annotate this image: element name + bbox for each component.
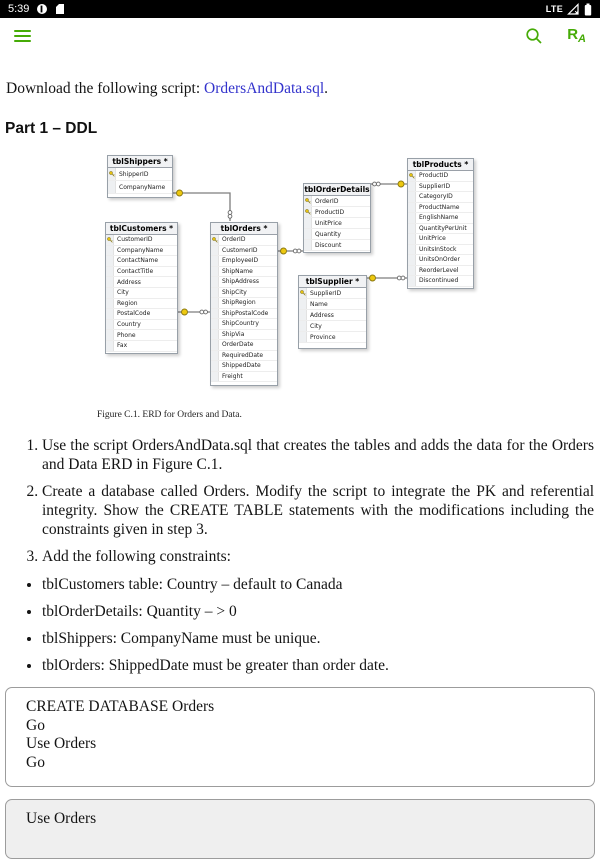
erd-field-name: ShipName xyxy=(222,267,253,275)
intro-paragraph xyxy=(6,80,592,98)
erd-field-name: OrderDate xyxy=(222,341,254,349)
many-end-infinity-icon xyxy=(293,249,301,253)
erd-field-name: PostalCode xyxy=(117,310,151,318)
erd-field-name: ShippedDate xyxy=(222,362,261,370)
erd-table-tblOrders xyxy=(210,222,278,386)
search-icon[interactable] xyxy=(525,27,543,45)
app-toolbar xyxy=(0,18,600,54)
row-selector xyxy=(299,332,307,342)
erd-field-name: ShipAddress xyxy=(222,278,259,286)
row-selector xyxy=(106,330,114,340)
erd-field-name: EnglishName xyxy=(419,214,459,222)
erd-field-name: ProductID xyxy=(315,208,345,216)
code-block-create-database xyxy=(5,687,595,787)
row-selector xyxy=(106,277,114,287)
row-selector xyxy=(211,288,219,298)
erd-field-name: QuantityPerUnit xyxy=(419,224,467,232)
erd-field-row xyxy=(106,235,177,246)
section-heading: Part 1 – DDL xyxy=(5,120,98,137)
row-selector xyxy=(408,203,416,213)
erd-field-row xyxy=(299,310,366,321)
row-selector xyxy=(106,309,114,319)
steps-list xyxy=(0,436,594,566)
constraints-list xyxy=(0,576,594,675)
row-selector xyxy=(408,266,416,276)
erd-table-tblProducts xyxy=(407,158,474,289)
one-end-key-icon xyxy=(182,309,188,315)
erd-field-row xyxy=(106,288,177,299)
many-end-infinity-icon xyxy=(200,310,208,314)
erd-field-name: ShipPostalCode xyxy=(222,309,269,317)
erd-field-row xyxy=(304,207,370,218)
font-settings-icon[interactable]: $R_A$ xyxy=(567,26,586,45)
erd-field-name: CompanyName xyxy=(117,246,164,254)
row-selector xyxy=(211,298,219,308)
primary-key-icon xyxy=(304,207,312,217)
erd-field-row xyxy=(211,330,277,341)
erd-field-name: UnitsOnOrder xyxy=(419,256,460,264)
row-selector xyxy=(211,372,219,382)
row-selector xyxy=(408,276,416,286)
erd-field-row xyxy=(408,234,473,245)
erd-field-name: UnitsInStock xyxy=(419,245,457,253)
erd-field-name: SupplierID xyxy=(419,182,451,190)
notification-circle-icon xyxy=(36,3,48,15)
constraint-item: • tblOrderDetails: Quantity – > 0 xyxy=(42,603,594,621)
row-selector xyxy=(106,341,114,351)
erd-table-title: tblProducts * xyxy=(408,159,473,171)
erd-field-name: Discount xyxy=(315,241,342,249)
erd-table-title: tblSupplier * xyxy=(299,276,366,288)
erd-field-name: Name xyxy=(310,300,328,308)
erd-field-row xyxy=(304,196,370,207)
erd-field-name: Address xyxy=(310,311,334,319)
erd-field-name: EmployeeID xyxy=(222,257,259,265)
row-selector xyxy=(408,192,416,202)
connector-customers-orders xyxy=(178,309,210,315)
erd-field-row xyxy=(304,229,370,240)
row-selector xyxy=(211,256,219,266)
row-selector xyxy=(408,182,416,192)
row-selector xyxy=(211,246,219,256)
erd-field-row xyxy=(304,240,370,251)
step-item: 1. Use the script OrdersAndData.sql that creates the tables and adds the data for the Orders and Data ERD in Figure C.1. xyxy=(42,436,594,474)
intro-text: Download the following script: xyxy=(6,80,205,97)
row-selector xyxy=(299,299,307,309)
row-selector xyxy=(106,288,114,298)
one-end-key-icon xyxy=(370,275,376,281)
code-line: Go xyxy=(26,753,45,771)
row-selector xyxy=(108,181,116,193)
many-end-infinity-icon xyxy=(397,276,405,280)
erd-field-row xyxy=(211,246,277,257)
erd-table-title: tblOrders * xyxy=(211,223,277,235)
erd-field-row xyxy=(106,330,177,341)
erd-field-name: ShipRegion xyxy=(222,299,256,307)
erd-field-row xyxy=(299,321,366,332)
row-selector xyxy=(211,319,219,329)
row-selector xyxy=(408,224,416,234)
row-selector xyxy=(304,229,312,239)
code-block-use-orders xyxy=(5,799,595,859)
erd-field-row xyxy=(211,288,277,299)
erd-field-row xyxy=(211,267,277,278)
many-end-infinity-icon xyxy=(373,182,381,186)
erd-field-row xyxy=(299,332,366,343)
battery-icon xyxy=(584,3,592,16)
row-selector xyxy=(106,246,114,256)
constraint-item: • tblOrders: ShippedDate must be greater than order date. xyxy=(42,657,594,675)
erd-field-row xyxy=(408,224,473,235)
code-line: CREATE DATABASE Orders xyxy=(26,698,215,715)
row-selector xyxy=(211,340,219,350)
row-selector xyxy=(211,351,219,361)
erd-field-name: Discontinued xyxy=(419,277,459,285)
erd-field-row xyxy=(106,341,177,352)
row-selector xyxy=(304,240,312,250)
primary-key-icon xyxy=(299,288,307,298)
row-selector xyxy=(211,277,219,287)
one-end-key-icon xyxy=(281,248,287,254)
clock-time: 5:39 xyxy=(8,3,30,15)
erd-field-name: UnitPrice xyxy=(419,235,446,243)
primary-key-icon xyxy=(108,168,116,180)
erd-field-row xyxy=(408,192,473,203)
erd-field-name: City xyxy=(310,322,322,330)
step-item: 3. Add the following constraints: xyxy=(42,547,594,566)
primary-key-icon xyxy=(304,196,312,206)
erd-field-row xyxy=(408,171,473,182)
erd-field-row xyxy=(211,309,277,320)
erd-field-name: Freight xyxy=(222,372,243,380)
erd-field-row xyxy=(304,218,370,229)
erd-field-row xyxy=(106,299,177,310)
erd-field-name: CustomerID xyxy=(117,236,153,244)
row-selector xyxy=(299,310,307,320)
erd-field-row xyxy=(211,298,277,309)
erd-field-name: ShipCity xyxy=(222,288,247,296)
row-selector xyxy=(408,234,416,244)
row-selector xyxy=(211,330,219,340)
erd-field-name: ProductID xyxy=(419,172,449,180)
many-end-infinity-icon xyxy=(228,211,232,219)
primary-key-icon xyxy=(408,171,416,181)
intro-period: . xyxy=(324,80,329,97)
row-selector xyxy=(106,320,114,330)
erd-field-row xyxy=(211,256,277,267)
erd-field-row xyxy=(106,256,177,267)
row-selector xyxy=(106,299,114,309)
step-item: 2. Create a database called Orders. Modify the script to integrate the PK and referential integrity. Show the CREATE TABLE statements with the modifications including the constraints given in step 3. xyxy=(42,482,594,539)
row-selector xyxy=(106,256,114,266)
row-selector xyxy=(211,361,219,371)
erd-connectors xyxy=(0,146,600,394)
erd-field-name: ContactTitle xyxy=(117,268,154,276)
erd-diagram xyxy=(0,146,600,394)
erd-field-name: SupplierID xyxy=(310,289,342,297)
erd-table-title: tblCustomers * xyxy=(106,223,177,235)
erd-field-name: OrderID xyxy=(315,197,339,205)
code-line: Use Orders xyxy=(26,810,97,827)
erd-field-row xyxy=(106,246,177,257)
erd-field-name: Fax xyxy=(117,342,128,350)
erd-field-name: UnitPrice xyxy=(315,219,342,227)
erd-field-name: ShipVia xyxy=(222,330,245,338)
erd-field-name: CustomerID xyxy=(222,246,258,254)
erd-field-row xyxy=(408,245,473,256)
one-end-key-icon xyxy=(177,190,183,196)
erd-field-row xyxy=(211,372,277,383)
erd-table-tblShippers xyxy=(107,155,173,198)
erd-field-name: CompanyName xyxy=(119,183,166,191)
erd-field-name: Phone xyxy=(117,331,136,339)
erd-field-name: ShipCountry xyxy=(222,320,259,328)
erd-field-row xyxy=(106,267,177,278)
erd-field-row xyxy=(408,276,473,287)
menu-icon[interactable] xyxy=(14,30,31,42)
erd-field-row xyxy=(408,266,473,277)
erd-field-row xyxy=(211,351,277,362)
code-line: Go xyxy=(26,716,45,734)
erd-field-name: ContactName xyxy=(117,257,159,265)
erd-table-tblSupplier xyxy=(298,275,367,349)
erd-field-name: Address xyxy=(117,278,141,286)
signal-triangle-icon xyxy=(567,3,580,16)
connector-supplier-products xyxy=(367,275,407,281)
connector-products-orderdetails xyxy=(371,181,407,187)
sim-card-icon xyxy=(55,3,65,15)
erd-field-name: Quantity xyxy=(315,230,341,238)
erd-field-row xyxy=(299,299,366,310)
row-selector xyxy=(408,255,416,265)
erd-field-name: Country xyxy=(117,321,141,329)
connector-orders-orderdetails xyxy=(278,248,303,254)
erd-field-name: OrderID xyxy=(222,236,246,244)
erd-field-row xyxy=(408,213,473,224)
erd-field-name: ShipperID xyxy=(119,170,149,178)
erd-table-title: tblOrderDetails xyxy=(304,185,370,194)
primary-key-icon xyxy=(211,235,219,245)
erd-field-row xyxy=(106,309,177,320)
erd-table-tblOrderDetails xyxy=(303,183,371,253)
row-selector xyxy=(304,218,312,228)
erd-field-row xyxy=(106,320,177,331)
erd-field-row xyxy=(211,277,277,288)
network-type-label: LTE xyxy=(545,4,563,14)
erd-field-row xyxy=(106,277,177,288)
row-selector xyxy=(408,213,416,223)
connector-shippers-orders xyxy=(173,190,232,221)
erd-table-tblCustomers xyxy=(105,222,178,354)
code-line: Use Orders xyxy=(26,735,97,752)
constraint-item: • tblCustomers table: Country – default to Canada xyxy=(42,576,594,594)
erd-field-row xyxy=(408,182,473,193)
row-selector xyxy=(211,309,219,319)
erd-field-row xyxy=(211,235,277,246)
one-end-key-icon xyxy=(398,181,404,187)
constraint-item: • tblShippers: CompanyName must be unique. xyxy=(42,630,594,648)
erd-field-row xyxy=(211,340,277,351)
erd-field-name: CategoryID xyxy=(419,193,453,201)
row-selector xyxy=(106,267,114,277)
erd-field-row xyxy=(108,168,172,181)
figure-caption: Figure C.1. ERD for Orders and Data. xyxy=(97,410,242,420)
row-selector xyxy=(211,267,219,277)
row-selector xyxy=(299,321,307,331)
erd-field-name: ReorderLevel xyxy=(419,266,459,274)
erd-field-name: Province xyxy=(310,333,336,341)
erd-field-row xyxy=(408,203,473,214)
erd-field-row xyxy=(211,319,277,330)
erd-field-row xyxy=(108,181,172,194)
primary-key-icon xyxy=(106,235,114,245)
erd-field-row xyxy=(408,255,473,266)
status-bar xyxy=(0,0,600,18)
erd-field-row xyxy=(299,288,366,299)
erd-table-title: tblShippers * xyxy=(108,156,172,168)
erd-field-name: Region xyxy=(117,299,138,307)
erd-field-name: RequiredDate xyxy=(222,351,264,359)
sql-script-link[interactable]: OrdersAndData.sql xyxy=(204,80,325,97)
erd-field-name: ProductName xyxy=(419,203,460,211)
erd-field-name: City xyxy=(117,289,129,297)
erd-field-row xyxy=(211,361,277,372)
row-selector xyxy=(408,245,416,255)
